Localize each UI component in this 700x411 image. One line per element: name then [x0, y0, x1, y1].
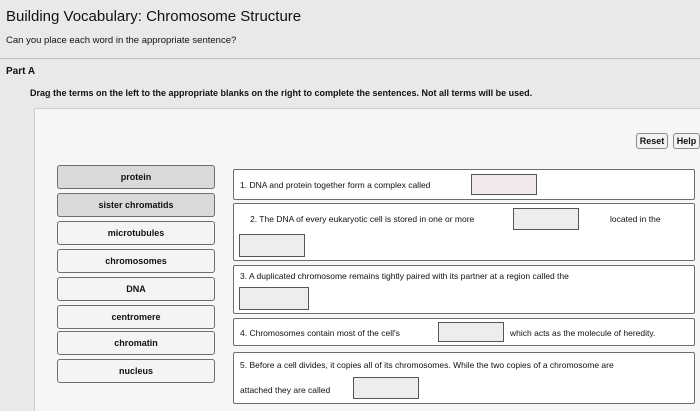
sentence-4-box — [233, 318, 695, 346]
sentence-1-blank[interactable] — [471, 174, 537, 195]
sentence-3-blank[interactable] — [239, 287, 309, 310]
page-title: Building Vocabulary: Chromosome Structure — [6, 8, 302, 25]
sentence-2-blank-2[interactable] — [239, 234, 305, 257]
sentence-2-box — [233, 203, 695, 261]
term-sister-chromatids[interactable]: sister chromatids — [57, 193, 215, 217]
sentence-2-blank-1[interactable] — [513, 208, 579, 230]
sentence-4-blank[interactable] — [438, 322, 504, 342]
sentence-5-line-1: 5. Before a cell divides, it copies all of its chromosomes. While the two copies of a chromosome are — [240, 360, 614, 370]
page-subtitle: Can you place each word in the appropriate sentence? — [6, 35, 237, 46]
part-label: Part A — [6, 66, 36, 77]
sentence-4-text-after: which acts as the molecule of heredity. — [510, 328, 656, 338]
sentence-4-text-before: 4. Chromosomes contain most of the cell's — [240, 328, 400, 338]
sentence-2-text-before: 2. The DNA of every eukaryotic cell is stored in one or more — [250, 214, 475, 224]
term-chromosomes[interactable]: chromosomes — [57, 249, 215, 273]
sentence-2-text-after: located in the — [610, 214, 661, 224]
term-chromatin[interactable]: chromatin — [57, 331, 215, 355]
term-protein[interactable]: protein — [57, 165, 215, 189]
term-dna[interactable]: DNA — [57, 277, 215, 301]
sentence-1-text: 1. DNA and protein together form a complex called — [240, 180, 431, 190]
divider — [0, 58, 700, 59]
sentence-5-box — [233, 352, 695, 404]
instructions: Drag the terms on the left to the appropriate blanks on the right to complete the sentences. Not all terms will be used. — [30, 88, 533, 98]
sentence-3-box — [233, 265, 695, 314]
term-microtubules[interactable]: microtubules — [57, 221, 215, 245]
term-nucleus[interactable]: nucleus — [57, 359, 215, 383]
sentence-5-blank[interactable] — [353, 377, 419, 399]
reset-button[interactable]: Reset — [636, 133, 668, 149]
sentence-3-text: 3. A duplicated chromosome remains tightly paired with its partner at a region called the — [240, 271, 569, 281]
term-centromere[interactable]: centromere — [57, 305, 215, 329]
help-button[interactable]: Help — [673, 133, 700, 149]
sentence-5-line-2: attached they are called — [240, 385, 331, 395]
sentence-1-box — [233, 169, 695, 200]
